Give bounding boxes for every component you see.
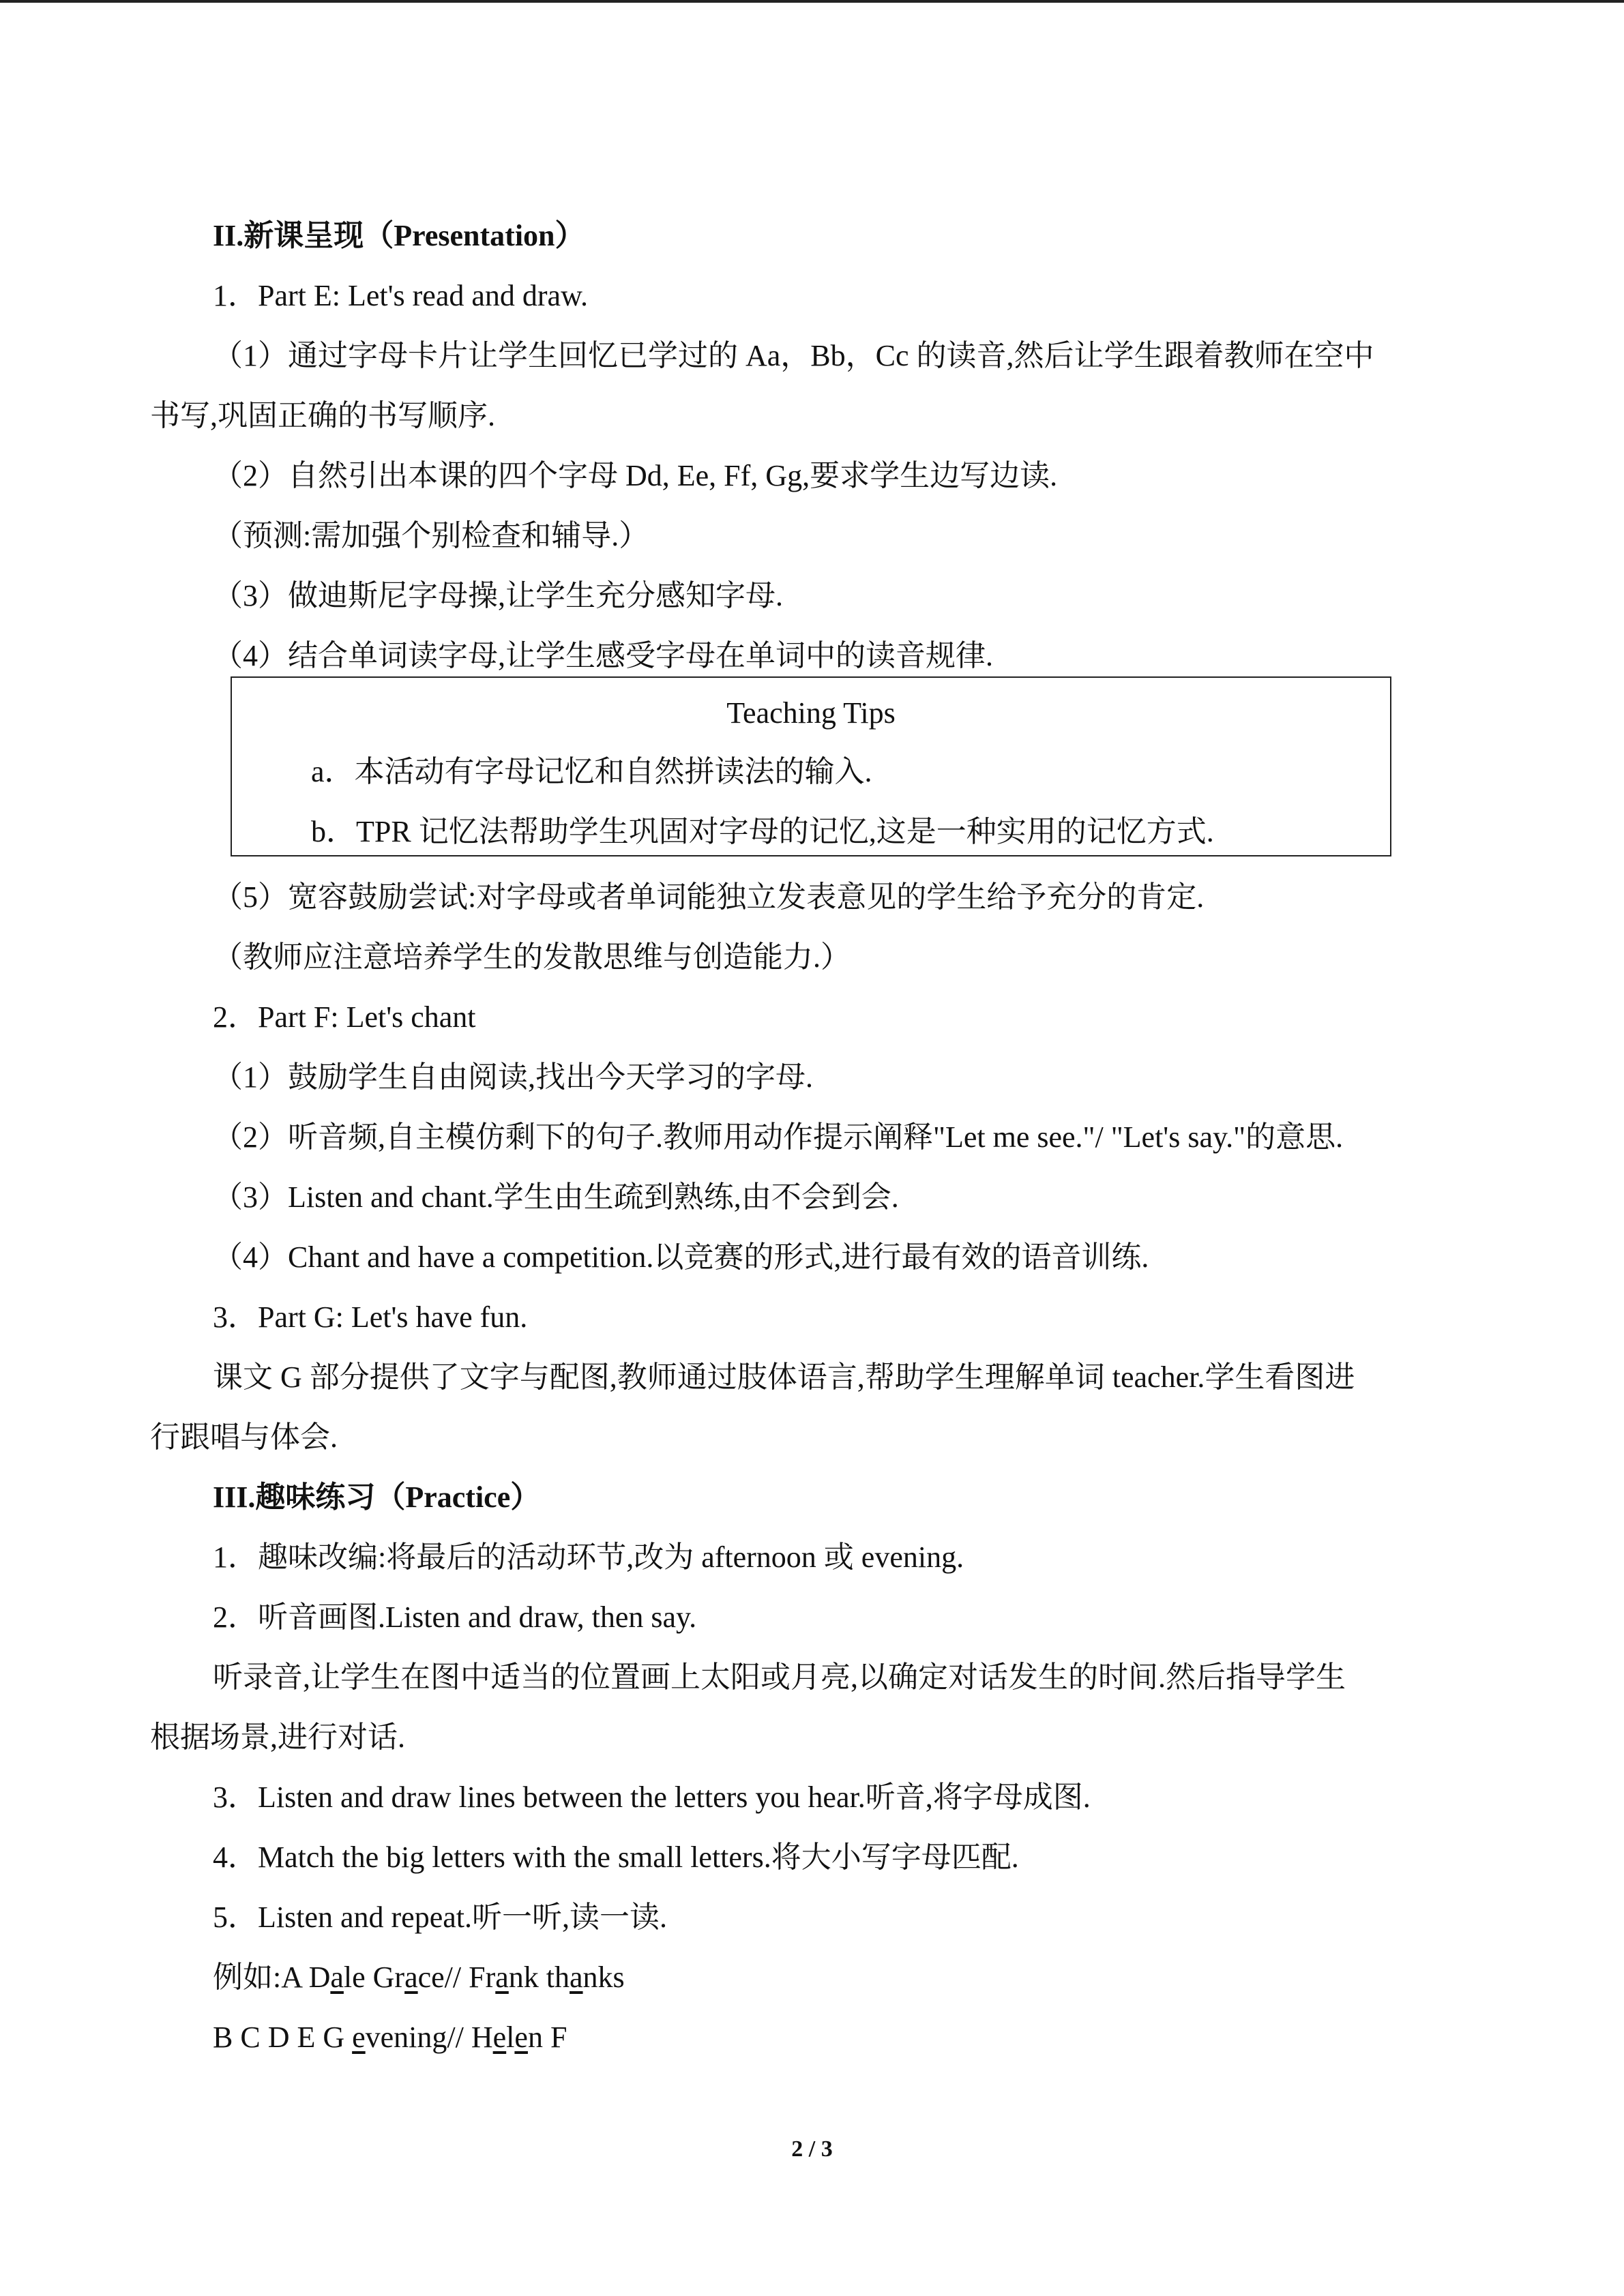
example-line-1 (213, 1957, 1467, 1998)
part-f-title: 2．Part F: Let's chant (213, 1000, 476, 1034)
example-2-text: vening// H (365, 2021, 493, 2054)
example-2-text: B C D E G (213, 2021, 353, 2054)
example-1-text: 例如:A D (213, 1960, 331, 1994)
part-e-step-1-cont: 书写,巩固正确的书写顺序. (150, 399, 495, 432)
page-number: 2 / 3 (791, 2136, 833, 2162)
part-e-step-2-note: （预测:需加强个别检查和辅导.） (213, 519, 649, 552)
practice-item-2: 2．听音画图.Listen and draw, then say. (213, 1600, 697, 1634)
part-g-text: 课文 G 部分提供了文字与配图,教师通过肢体语言,帮助学生理解单词 teacher.学生看图进 (213, 1360, 1355, 1394)
practice-item-3: 3．Listen and draw lines between the letters you hear.听音,将字母成图. (213, 1780, 1091, 1814)
part-e-step-5: （5）宽容鼓励尝试:对字母或者单词能独立发表意见的学生给予充分的肯定. (213, 880, 1205, 914)
part-e-step-2: （2）自然引出本课的四个字母 Dd, Ee, Ff, Gg,要求学生边写边读. (213, 459, 1058, 492)
part-f-step-1: （1）鼓励学生自由阅读,找出今天学习的字母. (213, 1060, 813, 1094)
part-f-step-3: （3）Listen and chant.学生由生疏到熟练,由不会到会. (213, 1180, 899, 1214)
practice-item-2-desc: 听录音,让学生在图中适当的位置画上太阳或月亮,以确定对话发生的时间.然后指导学生 (213, 1660, 1346, 1694)
presentation-heading: II.新课呈现（Presentation） (213, 219, 585, 252)
practice-item-5: 5．Listen and repeat.听一听,读一读. (213, 1900, 667, 1934)
example-1-underlined: a (330, 1960, 344, 1994)
example-1-underlined: a (404, 1960, 418, 1994)
teaching-tip-a: a．本活动有字母记忆和自然拼读法的输入. (311, 755, 872, 788)
practice-heading: III.趣味练习（Practice） (213, 1480, 541, 1514)
example-line-2 (213, 2017, 1467, 2058)
example-1-text: ce// Fr (417, 1960, 496, 1994)
part-e-step-4: （4）结合单词读字母,让学生感受字母在单词中的读音规律. (213, 639, 993, 672)
part-g-text-cont: 行跟唱与体会. (150, 1420, 338, 1454)
example-2-underlined: e (352, 2021, 366, 2054)
part-g-title: 3．Part G: Let's have fun. (213, 1300, 528, 1334)
example-2-underlined: e (492, 2021, 507, 2054)
part-e-step-5-note: （教师应注意培养学生的发散思维与创造能力.） (213, 940, 851, 974)
part-f-step-2: （2）听音频,自主模仿剩下的句子.教师用动作提示阐释"Let me see."/ "Let's say."的意思. (213, 1120, 1344, 1154)
teaching-tip-b: b．TPR 记忆法帮助学生巩固对字母的记忆,这是一种实用的记忆方式. (311, 815, 1214, 848)
practice-item-1: 1．趣味改编:将最后的活动环节,改为 afternoon 或 evening. (213, 1540, 964, 1574)
top-border (0, 0, 1624, 3)
example-2-text: l (506, 2021, 515, 2054)
practice-item-4: 4．Match the big letters with the small letters.将大小写字母匹配. (213, 1840, 1019, 1874)
example-1-text: nk th (508, 1960, 570, 1994)
part-e-step-3: （3）做迪斯尼字母操,让学生充分感知字母. (213, 579, 783, 612)
example-1-underlined: a (570, 1960, 583, 1994)
practice-item-2-desc-cont: 根据场景,进行对话. (150, 1720, 405, 1754)
example-1-text: le Gr (343, 1960, 405, 1994)
example-1-text: nks (582, 1960, 625, 1994)
part-e-step-1: （1）通过字母卡片让学生回忆已学过的 Aa，Bb，Cc 的读音,然后让学生跟着教师在空中 (213, 339, 1374, 372)
teaching-tips-title: Teaching Tips (726, 696, 896, 730)
example-1-underlined: a (495, 1960, 509, 1994)
example-2-text: n F (527, 2021, 567, 2054)
teaching-tips-box (231, 676, 1391, 856)
example-2-underlined: e (514, 2021, 528, 2054)
part-f-step-4: （4）Chant and have a competition.以竞赛的形式,进行最有效的语音训练. (213, 1240, 1149, 1274)
part-e-title: 1．Part E: Let's read and draw. (213, 279, 588, 312)
